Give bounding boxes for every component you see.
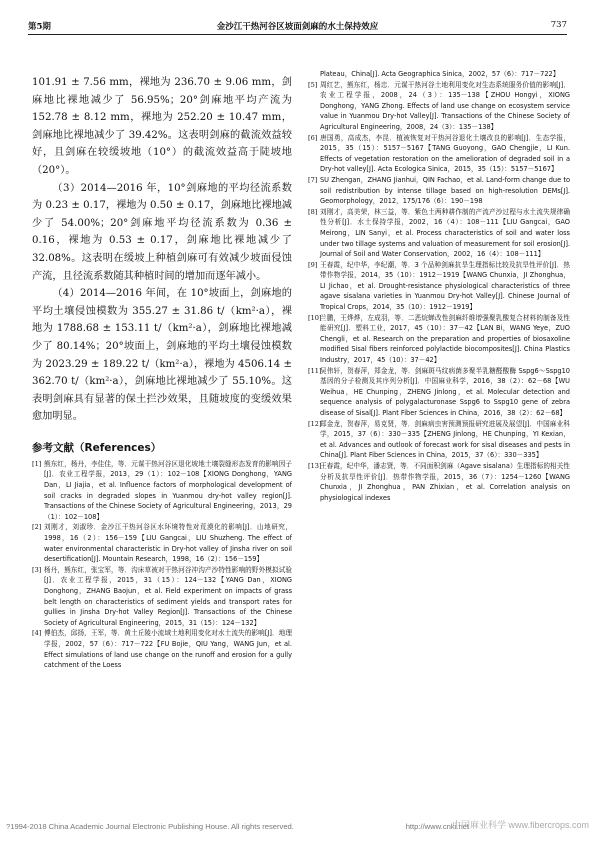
reference-text: 唐国勇，高成杰，李昆．植被恢复对干热河谷退化土壤改良的影响[J]．生态学报，2015，35（15）：5157－5167【TANG Guoyong，GAO Chengjie，LI Kun. Effects of vegetation restoration on the amelioration of degraded soil in a Dry-hot valley[J]. Acta Ecologica Sinica，2015，35（15）：5157－5167】 <box>320 133 570 174</box>
reference-item <box>308 313 570 366</box>
reference-item <box>308 366 570 419</box>
reference-number: [1] <box>32 459 42 468</box>
issue-number: 第5期 <box>28 22 51 32</box>
watermark: 中国麻业科学 www.fibercrops.com <box>451 820 589 830</box>
reference-item <box>308 80 570 133</box>
reference-text: 王春霞，纪中华，李纪潮，等．3 个品种剑麻抗旱生理指标比较及抗旱性评价[J]．热带作物学报，2014，35（10）：1912－1919【WANG Chunxia，JI Zhonghua，LI Jichao，et al. Drought-resistance physiological characteristics of three agave sisalana varieties in Yuanmou Dry-hot Valley[J]. Chinese Journal of Tropical Crops，2014，35（10）：1912－1919】 <box>320 260 570 312</box>
reference-text: 刘刚才，刘淑珍．金沙江干热河谷区水环境特性对荒漠化的影响[J]．山地研究，1998，16（2）：156－159【LIU Gangcai，LIU Shuzheng. The effect of water environmental characteristic in Dry-hot valley of Jinsha river on soil desertification[J]. Mountain Research，1998，16（2）：156－159】 <box>44 523 292 564</box>
reference-number: [4] <box>32 629 42 638</box>
reference-text: SU Zhengan，ZHANG Jianhui，QIN Fachao，et al. Land-form change due to soil redistribution by intense tillage based on high-resolution DEMs[J]. Geomorphology，2012，175/176（6）：190－198 <box>320 175 570 206</box>
reference-item <box>32 522 292 564</box>
reference-number: [11] <box>308 366 322 375</box>
reference-item <box>308 69 570 80</box>
reference-text: 王春霞，纪中华，潘志贤，等．不同面积剑麻（Agave sisalana）生理指标的相关性分析及抗旱性评价[J]．热带作物学报，2015，36（7）：1254－1260【WANG Chunxia，JI Zhonghua，PAN Zhixian，et al. Correlation analysis on physiological indexes <box>320 461 570 502</box>
body-paragraph: 101.91 ± 7.56 mm，裸地为 236.70 ± 9.06 mm，剑麻地比裸地减少了 56.95%；20°剑麻地平均产流为 152.78 ± 8.12 mm，裸地为 252.20 ± 10.47 mm，剑麻地比裸地减少了 39.42%。这表明剑麻的截流效益较好，且剑麻在较缓坡地（10°）的截流效益高于陡坡地（20°）。 <box>32 77 292 176</box>
reference-number: [5] <box>308 80 318 89</box>
reference-text: 杨丹，熊东红，张宝军，等．沟床草被对干热河谷冲沟产沙特性影响的野外模拟试验[J]．农业工程学报，2015，31（15）：124－132【YANG Dan，XIONG Donghong，ZHANG Baojun，et al. Field experiment on impacts of grass belt length on characteristics of sediment yields and transport rates for gullies in Jinsha Dry-hot Valley Region[J]. Transactions of the Chinese Society of Agricultural Engineering，2015，31（15）：124－132】 <box>44 565 292 627</box>
right-column <box>308 69 570 503</box>
body-text <box>32 74 292 426</box>
reference-text: 兰鹏，王烨烨，左成羽，等．二恶烷蝉改性剑麻纤维增强聚乳酸复合材料的制备及性能研究[J]．塑料工业，2017，45（10）：37－42【LAN Bi，WANG Yeye，ZUO Chengli，et al. Research on the preparation and properties of biosaxoline modified Sisal fibers reinforced polylactide biocomposites[J]. China Plastics Industry，2017，45（10）：37－42】 <box>320 313 570 365</box>
reference-item <box>308 461 570 503</box>
reference-item <box>32 459 292 523</box>
reference-text: 周红艺，熊东红，杨忠．元谋干热河谷土地利用变化对生态系统服务价值的影响[J]．农业工程学报，2008，24（3）：135－138【ZHOU Hongyi，XIONG Donghong，YANG Zhong. Effects of land use change on ecosystem service value in Yuanmou Dry-hot Valley[J]. Transactions of the Chinese Society of Agricultural Engineering，2008，24（3）：135－138】 <box>320 80 570 131</box>
references-heading: 参考文献（References） <box>32 441 162 454</box>
running-title: 金沙江干热河谷区坡面剑麻的水土保持效应 <box>216 22 379 32</box>
reference-item <box>308 419 570 461</box>
page-number: 737 <box>550 20 567 30</box>
reference-text: 熊东红，杨丹，李佳佳，等．元谋干热河谷区退化坡地土壤裂缝形态发育的影响因子[J]．农业工程学报，2013，29（1）：102－108【XIONG Donghong，YANG Dan，LI Jiajia，et al. Influence factors of morphological development of soil cracks in degraded slopes in Yuanmou dry-hot valley region[J]. Transactions of the Chinese Society of Agricultural Engineering，2013，29（1）：102－108】 <box>44 459 292 521</box>
page-footer <box>6 822 589 836</box>
copyright-notice: ?1994-2018 China Academic Journal Electronic Publishing House. All rights reserved. <box>6 822 294 831</box>
left-column <box>32 74 292 671</box>
reference-text: 傅伯杰，邱扬，王军，等．黄土丘陵小流域土地利用变化对水土流失的影响[J]．地理学报，2002，57（6）：717－722【FU Bojie，QIU Yang，WANG Jun，et al. Effect simulations of land use change on the runoff and erosion for a gully catchment of the Loess <box>44 629 292 670</box>
body-paragraph: （4）2014—2016 年间，在 10°坡面上，剑麻地的平均土壤侵蚀模数为 355.27 ± 31.86 t/（km²·a），裸地为 1788.68 ± 153.11 t/（km²·a），剑麻地比裸地减少了 80.14%；20°坡面上，剑麻地的平均土壤侵蚀模数为 2023.29 ± 189.22 t/（km²·a），裸地为 4506.14 ± 362.70 t/（km²·a），剑麻地比裸地减少了 55.10%。这表明剑麻具有显著的保土拦沙效果，且随坡度的变缓效果愈加明显。 <box>32 288 292 423</box>
reference-number: [3] <box>32 565 42 574</box>
reference-number: [8] <box>308 207 318 216</box>
reference-text: Plateau，China[J]. Acta Geographica Sinica，2002，57（6）：717－722】 <box>320 70 560 78</box>
reference-item <box>32 565 292 629</box>
reference-item <box>308 175 570 207</box>
reference-number: [6] <box>308 133 318 142</box>
reference-number: [12] <box>308 419 322 428</box>
reference-text: 刘刚才，高美荣，林三益，等．紫色土两种耕作制的产流产沙过程与水土流失规律确性分析[J]．水土保持学报，2002，16（4）：108－111【LIU Gangcai，GAO Meirong，LIN Sanyi，et al. Process characteristics of soil and water loss under two tillage systems and valuation of measurement for soil erosion[J]. Journal of Soil and Water Conservation，2002，16（4）：108－111】 <box>320 207 570 259</box>
body-paragraph: （3）2014—2016 年，10°剑麻地的平均径流系数为 0.23 ± 0.17，裸地为 0.50 ± 0.17，剑麻地比裸地减少了 54.00%；20°剑麻地平均径流系数为 0.36 ± 0.16，裸地为 0.53 ± 0.17，剑麻地比裸地减少了 32.08%。这表明在缓坡上种植剑麻可有效减少坡面侵蚀产流，且径流系数随其种植时间的增加而逐年减小。 <box>32 182 292 282</box>
reference-item <box>308 133 570 175</box>
reference-text: 郑金龙，贺春萍，易克贤，等．剑麻病虫害预测预报研究进展及展望[J]．中国麻业科学，2015，37（6）：330－335【ZHENG Jinlong，HE Chunping，YI Kexian，et al. Advances and outlook of forecast work for sisal diseases and pests in China[J]. Plant Fiber Sciences in China，2015，37（6）：330－335】 <box>320 419 570 460</box>
reference-item <box>308 207 570 260</box>
reference-item <box>308 260 570 313</box>
reference-number: [7] <box>308 175 318 184</box>
reference-number: [13] <box>308 461 322 470</box>
reference-number: [9] <box>308 260 318 269</box>
reference-number: [10] <box>308 313 322 322</box>
reference-text: 吴伟轩，贺春萍，郑金龙，等．剑麻斑马纹病菌多聚半乳糖醛酸酶 Sspg6～Sspg10 基因的分子检测及其序列分析[J]．中国麻业科学，2016，38（2）：62－68【WU Weihua，HE Chunping，ZHENG Jinlong，et al. Molecular detection and sequence analysis of polygalacturonase Sspg6 to Sspg10 gene of zebra disease of Sisal[J]. Plant Fiber Sciences in China，2016，38（2）：62－68】 <box>320 366 570 417</box>
reference-item <box>32 628 292 670</box>
reference-number: [2] <box>32 523 42 532</box>
cnki-link[interactable]: http://www.cnki.net <box>405 822 469 831</box>
running-header <box>28 16 567 35</box>
reference-list-left <box>32 459 292 671</box>
